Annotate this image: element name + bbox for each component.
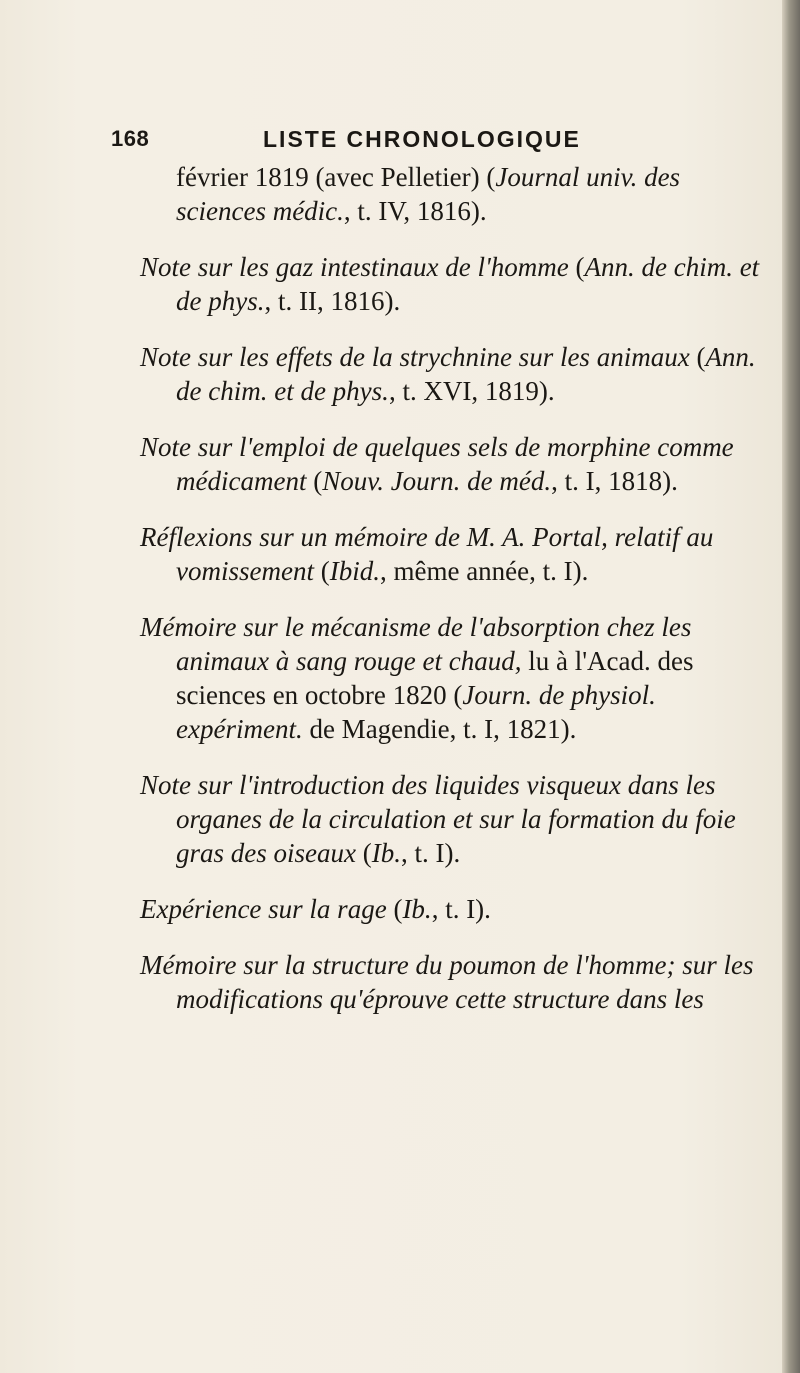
entry-roman-text: , t. IV, 1816). xyxy=(343,196,487,226)
entry-italic-text: Journal univ. des sciences médic. xyxy=(176,162,681,226)
entry-roman-text: , t. I). xyxy=(400,838,461,868)
entry-roman-text: , t. I). xyxy=(431,894,491,924)
entry-roman-text: de Magendie, t. I, 1821). xyxy=(302,714,577,744)
entry-italic-text: Note sur l'emploi de quelques sels de morphine comme médicament xyxy=(140,432,734,496)
bibliography-entry xyxy=(140,430,760,498)
entry-italic-text: Mémoire sur le mécanisme de l'absorption chez les animaux à sang rouge et chaud, xyxy=(140,612,692,676)
bibliography-entry xyxy=(140,892,760,926)
entry-roman-text: , t. II, 1816). xyxy=(264,286,401,316)
entry-roman-text: lu à l'Acad. des sciences en octobre 1820 ( xyxy=(176,646,694,710)
page-number: 168 xyxy=(111,126,150,151)
entry-roman-text: ( xyxy=(306,466,323,496)
entry-italic-text: Nouv. Journ. de méd. xyxy=(322,466,552,496)
entry-italic-text: Expérience sur la rage xyxy=(140,894,387,924)
running-title: LISTE CHRONOLOGIQUE xyxy=(263,126,581,152)
entry-italic-text: Ibid. xyxy=(329,556,380,586)
entry-italic-text: Note sur l'introduction des liquides visqueux dans les organes de la circulation et sur la formation du foie gras des oiseaux xyxy=(140,770,736,868)
entry-roman-text: ( xyxy=(386,894,403,924)
bibliography-list xyxy=(140,160,760,1038)
entry-roman-text: ( xyxy=(313,556,330,586)
entry-roman-text: ( xyxy=(568,252,585,282)
entry-italic-text: Mémoire sur la structure du poumon de l'homme; sur les modifications qu'éprouve cette structure dans les xyxy=(140,950,754,1014)
entry-roman-text: ( xyxy=(689,342,706,372)
bibliography-entry xyxy=(140,160,760,228)
bibliography-entry xyxy=(140,250,760,318)
bibliography-entry xyxy=(140,948,760,1016)
entry-italic-text: Note sur les gaz intestinaux de l'homme xyxy=(140,252,569,282)
entry-italic-text: Réflexions sur un mémoire de M. A. Portal, relatif au vomissement xyxy=(140,522,714,586)
bibliography-entry xyxy=(140,610,760,746)
entry-italic-text: Note sur les effets de la strychnine sur les animaux xyxy=(140,342,690,372)
entry-italic-text: Ib. xyxy=(371,838,401,868)
entry-roman-text: , t. I, 1818). xyxy=(551,466,678,496)
entry-italic-text: Ann. de chim. et de phys. xyxy=(176,252,760,316)
entry-italic-text: Ann. de chim. et de phys. xyxy=(176,342,756,406)
entry-roman-text: février 1819 (avec Pelletier) ( xyxy=(176,162,496,192)
page-edge-shadow xyxy=(782,0,800,1373)
bibliography-entry xyxy=(140,340,760,408)
entry-roman-text: ( xyxy=(355,838,372,868)
entry-roman-text: , même année, t. I). xyxy=(379,556,589,586)
entry-italic-text: Journ. de physiol. expériment. xyxy=(176,680,656,744)
bibliography-entry xyxy=(140,768,760,870)
entry-italic-text: Ib. xyxy=(402,894,432,924)
bibliography-entry xyxy=(140,520,760,588)
entry-roman-text: , t. XVI, 1819). xyxy=(388,376,555,406)
